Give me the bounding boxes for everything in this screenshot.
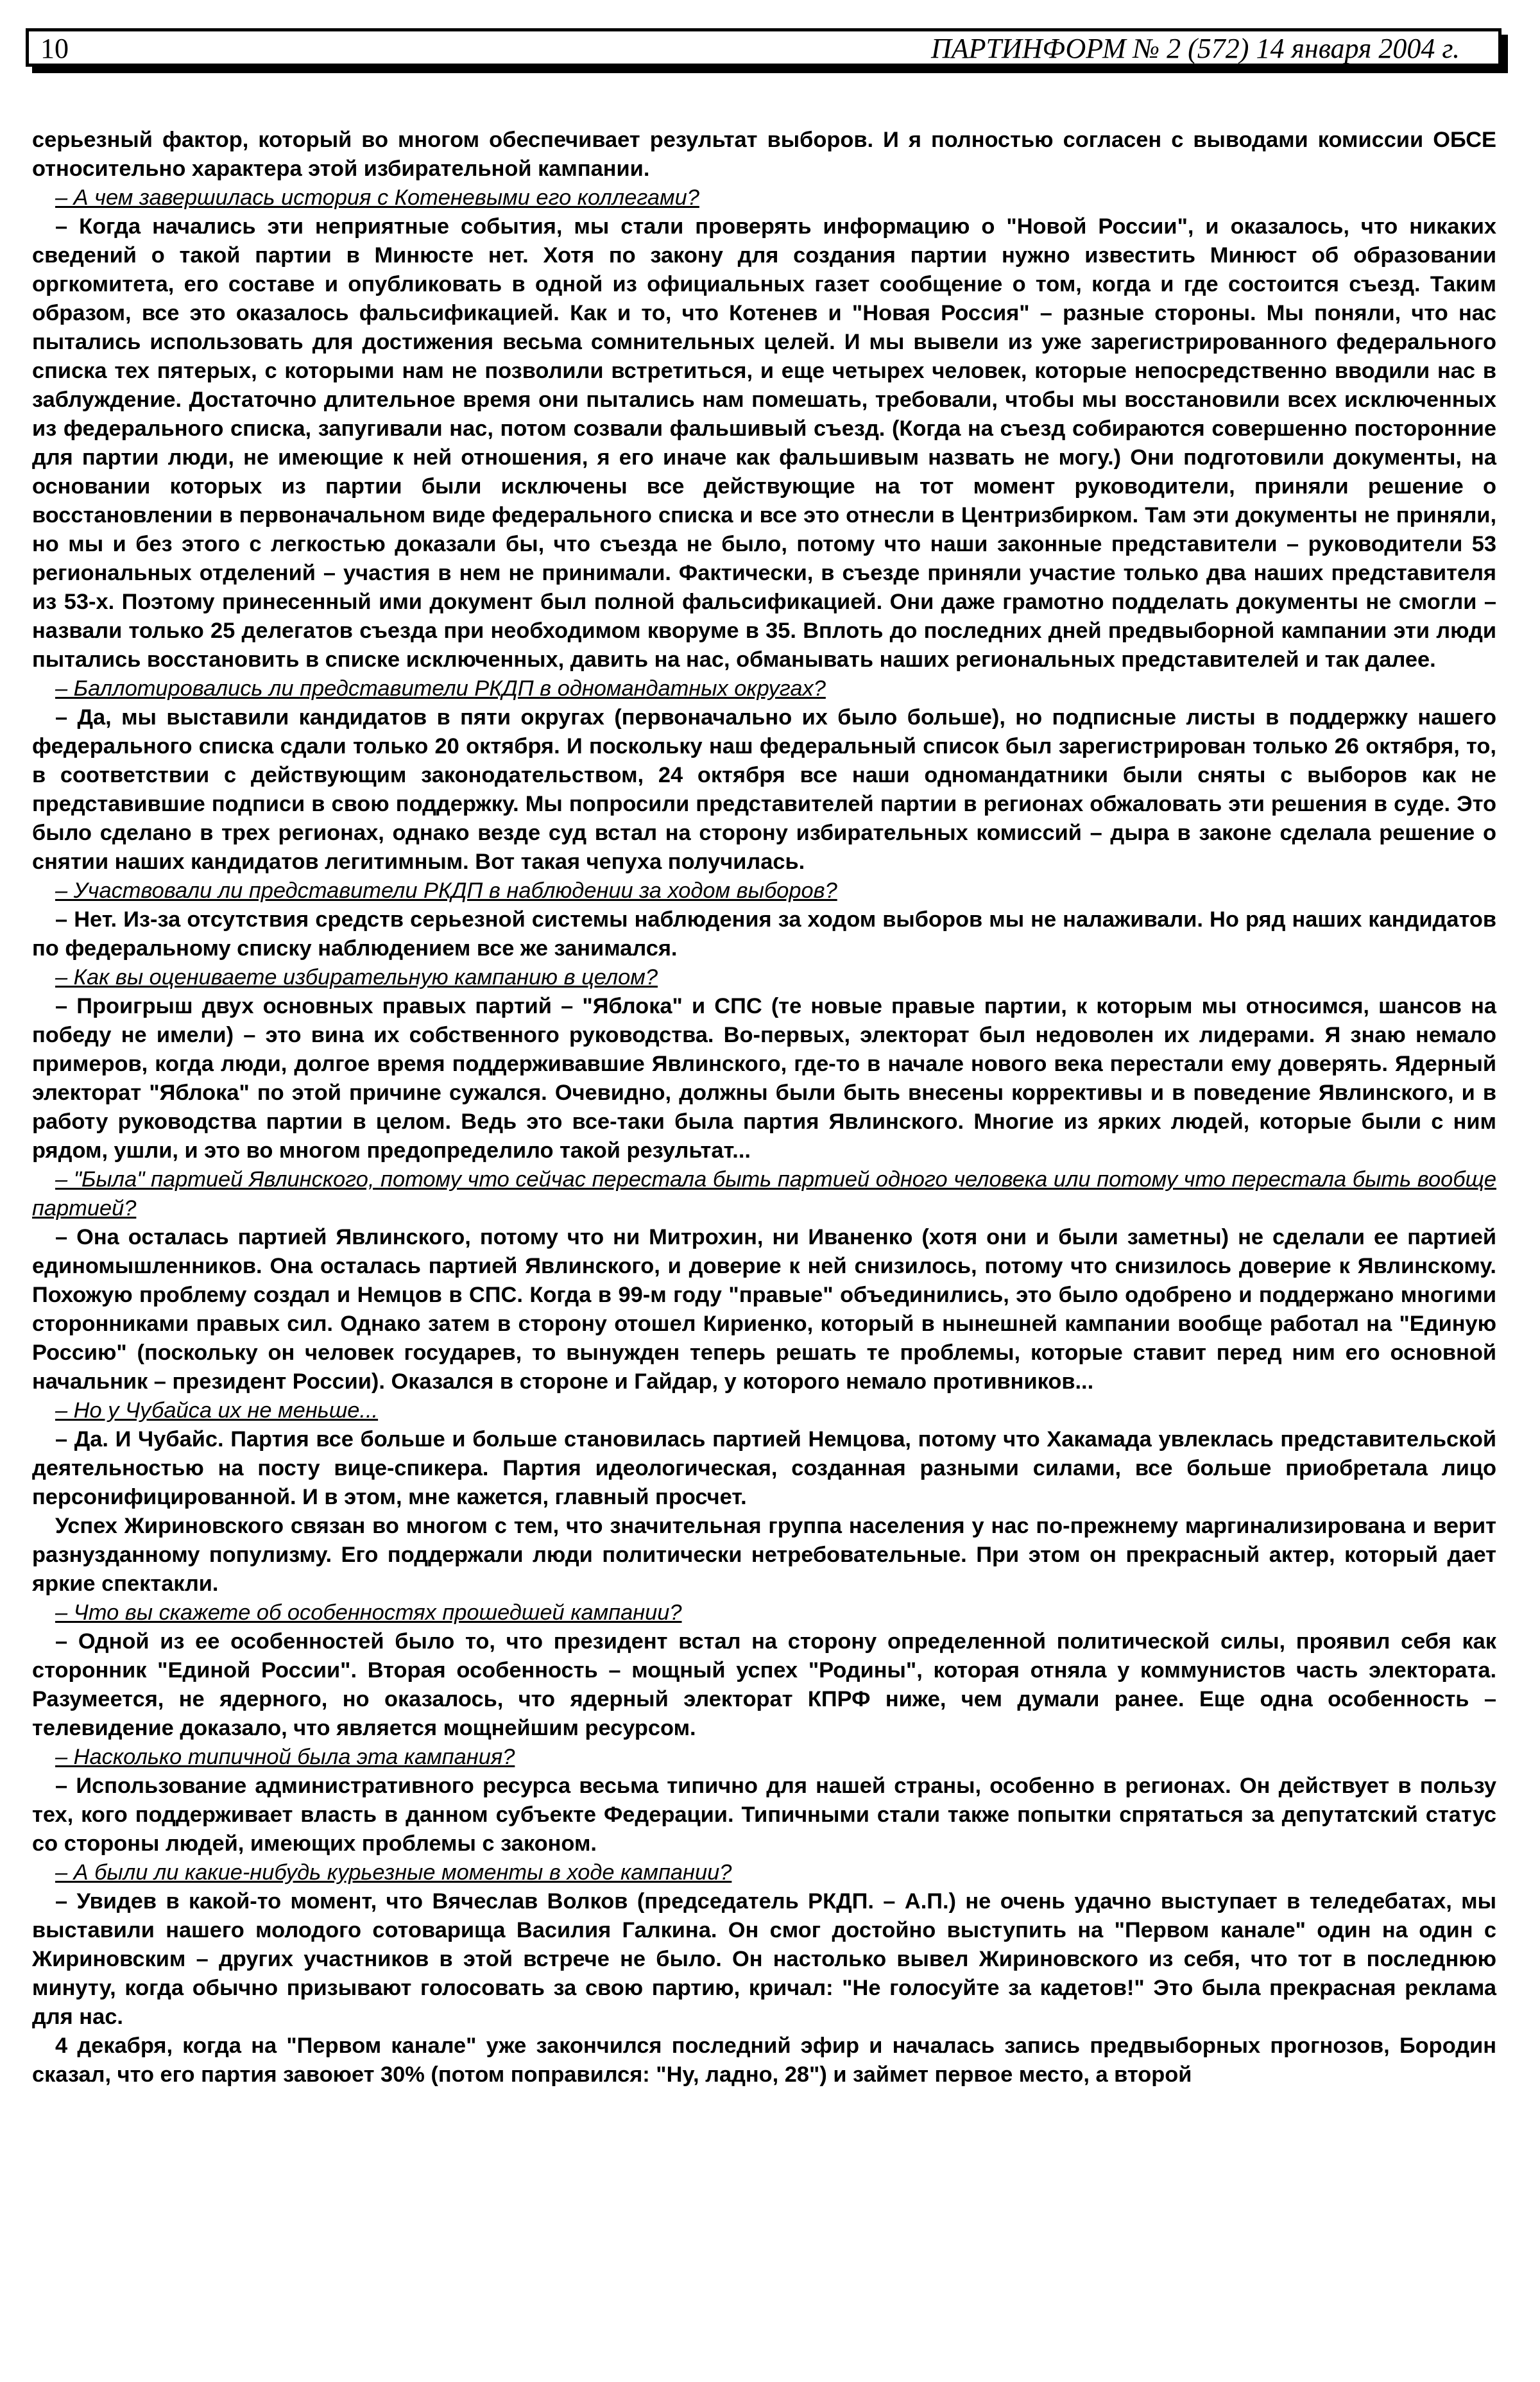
interview-answer: 4 декабря, когда на "Первом канале" уже закончился последний эфир и началась запись предвыборных прогнозов, Бородин сказал, что его партия завоюет 30% (потом поправился: "Ну, ладно, 28") и займет первое место, а второй (32, 2034, 1496, 2087)
paragraph: серьезный фактор, который во многом обеспечивает результат выборов. И я полностью согласен с выводами комиссии ОБСЕ относительно характера этой избирательной кампании. (32, 128, 1496, 181)
interview-answer: – Она осталась партией Явлинского, потому что ни Митрохин, ни Иваненко (хотя они и были заметны) не сделали ее партией единомышленников. Она осталась партией Явлинского, и доверие к ней снизилось, потому что снизилось доверие к Явлинскому. Похожую проблему создал и Немцов в СПС. Когда в 99-м году "правые" объединились, это было одобрено и поддержано многими сторонниками правых сил. Однако затем в сторону отошел Кириенко, который в нынешней кампании вообще работал на "Единую Россию" (поскольку он человек государев, то вынужден теперь решать те проблемы, которые ставит перед ним его основной начальник – президент России). Оказался в стороне и Гайдар, у которого немало противников... (32, 1225, 1496, 1394)
interview-question: – Насколько типичной была эта кампания? (55, 1745, 515, 1769)
page-number: 10 (40, 33, 69, 64)
interview-question: – А чем завершилась история с Котеневыми его коллегами? (55, 185, 699, 210)
interview-question: – Баллотировались ли представители РКДП в одномандатных округах? (55, 676, 826, 701)
masthead-title: ПАРТИНФОРМ № 2 (572) 14 января 2004 г. (930, 33, 1460, 64)
interview-answer: – Да. И Чубайс. Партия все больше и больше становилась партией Немцова, потому что Хакамада увлеклась представительской деятельностью на посту вице-спикера. Партия идеологическая, созданная разными силами, все больше приобретала лицо персонифицированной. И в этом, мне кажется, главный просчет. (32, 1427, 1496, 1509)
interview-answer: – Когда начались эти неприятные события, мы стали проверять информацию о "Новой России", и оказалось, что никаких сведений о такой партии в Минюсте нет. Хотя по закону для создания партии нужно известить Минюст об образовании оргкомитета, его составе и опубликовать в одной из официальных газет сообщение о том, когда и где состоится съезд. Таким образом, все это оказалось фальсификацией. Как и то, что Котенев и "Новая Россия" – разные стороны. Мы поняли, что нас пытались использовать для достижения весьма сомнительных целей. И мы вывели из уже зарегистрированного федерального списка тех пятерых, с которыми нам не позволили встретиться, и еще четырех человек, которые непосредственно вводили нас в заблуждение. Достаточно длительное время они пытались нам помешать, требовали, чтобы мы восстановили всех исключенных из федерального списка, запугивали нас, потом созвали фальшивый съезд. (Когда на съезд собираются совершенно посторонние для партии люди, не имеющие к ней отношения, я его иначе как фальшивым назвать не могу.) Они подготовили документы, на основании которых из партии были исключены все действующие на тот момент руководители, приняли решение о восстановлении в первоначальном виде федерального списка и все это отнесли в Центризбирком. Там эти документы не приняли, но мы и без этого с легкостью доказали бы, что съезда не было, потому что наши законные представители – руководители 53 региональных отделений – участия в нем не принимали. Фактически, в съезде приняли участие только два наших представителя из 53-х. Поэтому принесенный ими документ был полной фальсификацией. Они даже грамотно подделать документы не смогли – назвали только 25 делегатов съезда при необходимом кворуме в 35. Вплоть до последних дней предвыборной кампании эти люди пытались восстановить в списке исключенных, давить на нас, обманывать наших региональных представителей и так далее. (32, 214, 1496, 672)
interview-answer: Успех Жириновского связан во многом с тем, что значительная группа населения у нас по-прежнему маргинализирована и верит разнузданному популизму. Его поддержали люди политически нетребовательные. При этом он прекрасный актер, который дает яркие спектакли. (32, 1514, 1496, 1596)
interview-answer: – Одной из ее особенностей было то, что президент встал на сторону определенной политической силы, проявил себя как сторонник "Единой России". Вторая особенность – мощный успех "Родины", которая отняла у коммунистов часть электората. Разумеется, не ядерного, но оказалось, что ядерный электорат КПРФ ниже, чем думали ранее. Еще одна особенность – телевидение доказало, что является мощнейшим ресурсом. (32, 1629, 1496, 1740)
interview-answer: – Проигрыш двух основных правых партий – "Яблока" и СПС (те новые правые партии, к которым мы относимся, шансов на победу не имели) – это вина их собственного руководства. Во-первых, электорат был недоволен их лидерами. Я знаю немало примеров, когда люди, долгое время поддерживавшие Явлинского, где-то в начале нового века перестали ему доверять. Ядерный электорат "Яблока" по этой причине сужался. Очевидно, должны были быть внесены коррективы и в поведение Явлинского, и в работу руководства партии в целом. Ведь это все-таки была партия Явлинского. Многие из ярких людей, которые были с ним рядом, ушли, и это во многом предопределило такой результат... (32, 994, 1496, 1163)
interview-question: – Что вы скажете об особенностях прошедшей кампании? (55, 1600, 682, 1625)
interview-answer: – Нет. Из-за отсутствия средств серьезной системы наблюдения за ходом выборов мы не налаживали. Но ряд наших кандидатов по федеральному списку наблюдением все же занимался. (32, 907, 1496, 961)
interview-question: – А были ли какие-нибудь курьезные моменты в ходе кампании? (55, 1860, 732, 1885)
interview-question: – Участвовали ли представители РКДП в наблюдении за ходом выборов? (55, 878, 837, 903)
interview-answer: – Увидев в какой-то момент, что Вячеслав Волков (председатель РКДП. – А.П.) не очень удачно выступает в теледебатах, мы выставили нашего молодого сотоварища Василия Галкина. Он смог достойно выступить на "Первом канале" один на один с Жириновским – других участников в этой встрече не было. Он настолько вывел Жириновского из себя, что тот в последнюю минуту, когда обычно призывают голосовать за свою партию, кричал: "Не голосуйте за кадетов!" Это была прекрасная реклама для нас. (32, 1889, 1496, 2029)
interview-question: – Как вы оцениваете избирательную кампанию в целом? (55, 965, 658, 990)
interview-question: – "Была" партией Явлинского, потому что сейчас перестала быть партией одного человека или потому что перестала быть вообще партией? (32, 1167, 1496, 1221)
article-body (32, 126, 1496, 2089)
interview-answer: – Использование административного ресурса весьма типично для нашей страны, особенно в регионах. Он действует в пользу тех, кого поддерживает власть в данном субъекте Федерации. Типичными стали также попытки спрятаться за депутатский статус со стороны людей, имеющих проблемы с законом. (32, 1774, 1496, 1856)
page-header (26, 28, 1502, 67)
interview-question: – Но у Чубайса их не меньше... (55, 1398, 379, 1423)
interview-answer: – Да, мы выставили кандидатов в пяти округах (первоначально их было больше), но подписные листы в поддержку нашего федерального списка сдали только 20 октября. И поскольку наш федеральный список был зарегистрирован только 26 октября, то, в соответствии с действующим законодательством, 24 октября все наши одномандатники были сняты с выборов как не представившие подписи в свою поддержку. Мы попросили представителей партии в регионах обжаловать эти решения в суде. Это было сделано в трех регионах, однако везде суд встал на сторону избирательных комиссий – дыра в законе сделала решение о снятии наших кандидатов легитимным. Вот такая чепуха получилась. (32, 705, 1496, 874)
